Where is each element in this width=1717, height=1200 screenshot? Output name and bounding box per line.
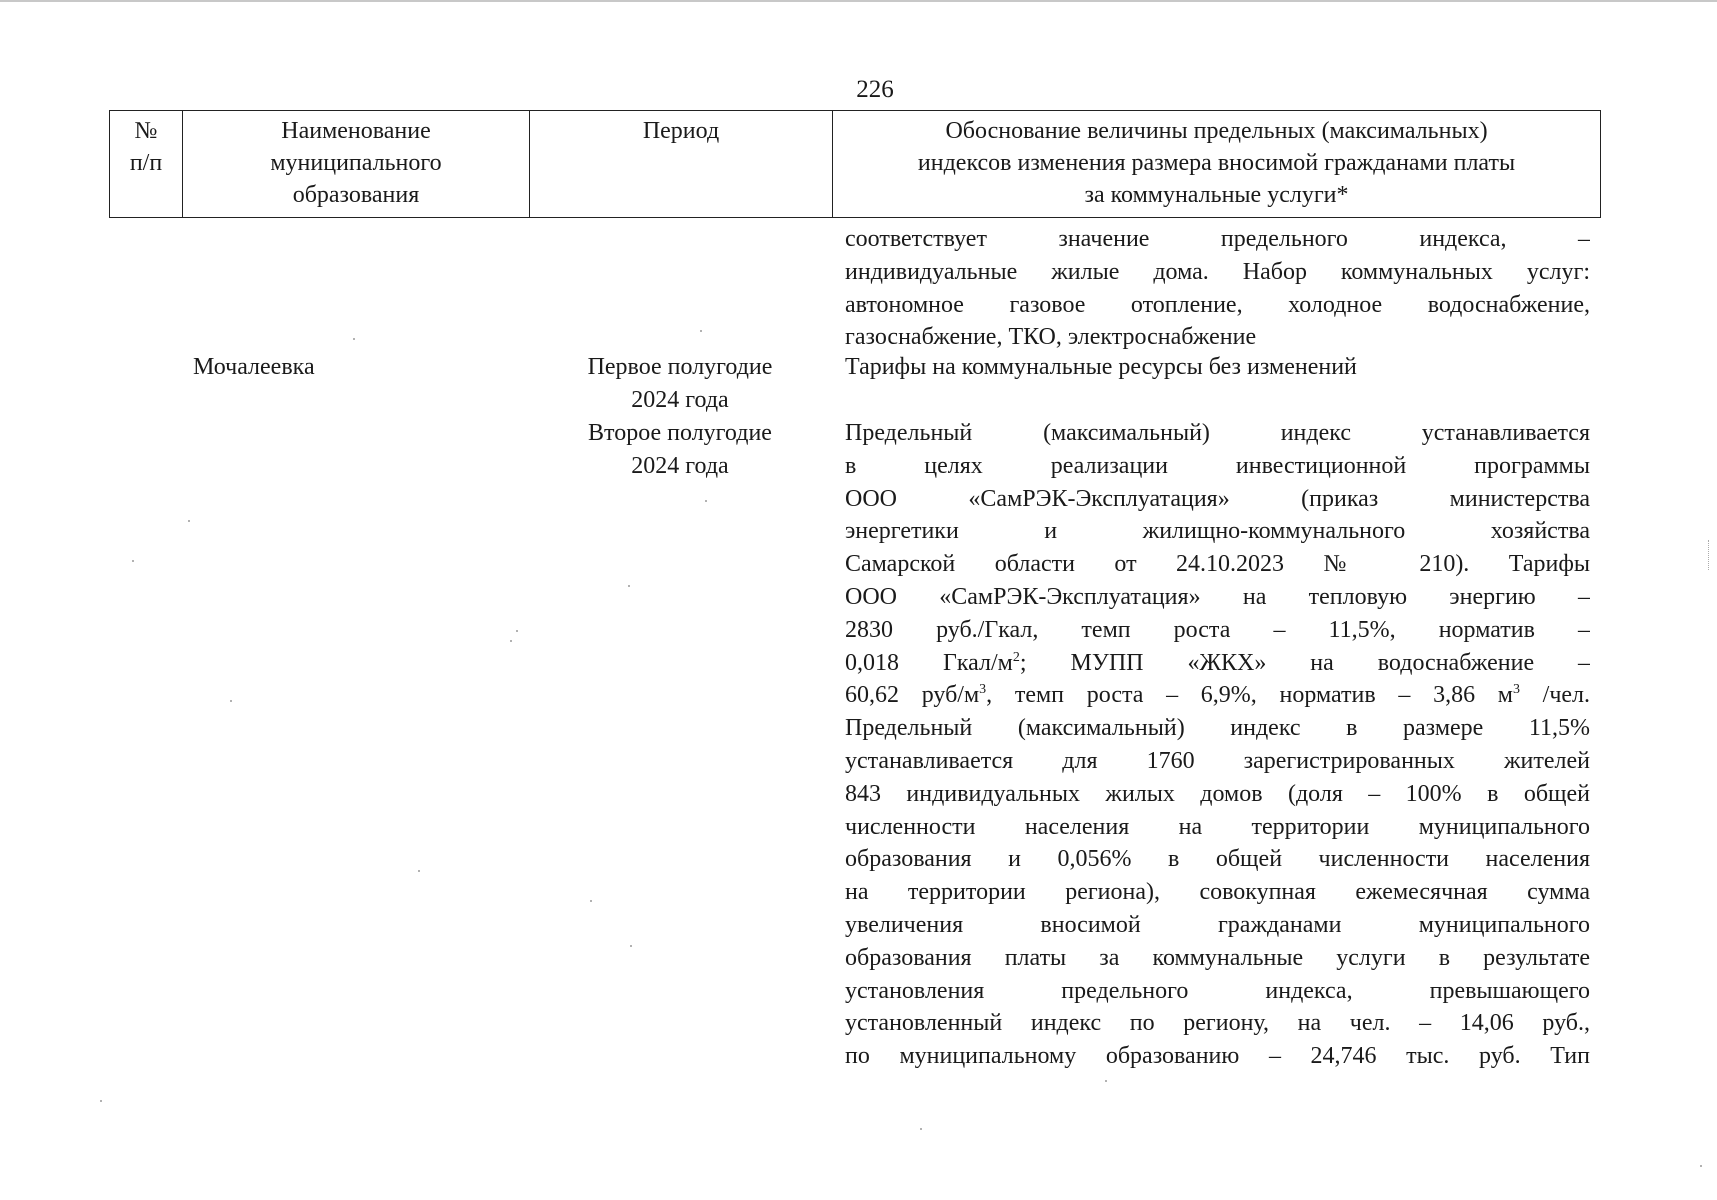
basis-line: по муниципальному образованию – 24,746 тыс. руб. Тип [845,1043,1590,1070]
scan-speck [132,560,134,562]
scan-speck [100,1100,102,1102]
scan-speck [700,330,702,332]
basis-line: установления предельного индекса, превышающего [845,977,1590,1004]
basis-line: образования платы за коммунальные услуги в результате [845,944,1590,971]
scan-edge-mark [1708,540,1715,570]
basis-line: 0,018 Гкал/$м^2$; МУПП «ЖКХ» на водоснабжение – [845,649,1590,676]
basis-line: в целях реализации инвестиционной программы [845,452,1590,479]
basis-line: устанавливается для 1760 зарегистрированных жителей [845,747,1590,774]
basis-line: 2830 руб./Гкал, темп роста – 11,5%, норматив – [845,616,1590,643]
basis-line: ООО «СамРЭК-Эксплуатация» (приказ министерства [845,485,1590,512]
basis-line: установленный индекс по региону, на чел. – 14,06 руб., [845,1010,1590,1037]
basis-line: 843 индивидуальных жилых домов (доля – 100% в общей [845,780,1590,807]
header-col-period: Период [530,111,833,217]
scan-speck [353,338,355,340]
continuation-line: индивидуальные жилые дома. Набор коммунальных услуг: [845,258,1590,285]
header-col-number: № п/п [110,111,183,217]
continuation-line: соответствует значение предельного индекса, – [845,226,1590,252]
basis-line: Предельный (максимальный) индекс устанавливается [845,420,1590,446]
header-col-municipality: Наименование муниципального образования [183,111,530,217]
basis-line: ООО «СамРЭК-Эксплуатация» на тепловую энергию – [845,583,1590,610]
scan-speck [590,900,592,902]
header-col-basis: Обоснование величины предельных (максимальных) индексов изменения размера вносимой гражданами платы за коммунальные услуги* [917,118,1516,208]
scan-speck [630,945,632,947]
basis-line: образования и 0,056% в общей численности населения [845,846,1590,873]
scan-speck [1700,1165,1702,1167]
basis-first-half-text: Тарифы на коммунальные ресурсы без изменений [845,354,1357,380]
basis-line: 60,62 руб/$м^3$, темп роста – 6,9%, норматив – 3,86 $м^3$ /чел. [845,682,1590,709]
page-number: 226 [856,76,894,103]
table-header [109,110,1601,218]
scan-speck [628,585,630,587]
scan-speck [705,500,707,502]
scan-speck [418,870,420,872]
continuation-line: автономное газовое отопление, холодное водоснабжение, [845,291,1590,318]
scan-top-edge [0,0,1717,2]
basis-first-half [845,351,1590,384]
municipality-name: Мочалеевка [193,354,315,380]
continuation-line: газоснабжение, ТКО, электроснабжение [845,324,1257,351]
basis-line: на территории региона), совокупная ежемесячная сумма [845,879,1590,906]
period-second-half: Второе полугодие 2024 года [588,420,772,479]
scan-speck [920,1128,922,1130]
basis-second-half [845,417,1590,1073]
basis-line: энергетики и жилищно-коммунального хозяйства [845,518,1590,545]
basis-line: Предельный (максимальный) индекс в размере 11,5% [845,715,1590,742]
basis-line: увеличения вносимой гражданами муниципального [845,911,1590,938]
scan-speck [510,640,512,642]
basis-line: Самарской области от 24.10.2023 № 210). Тарифы [845,551,1590,578]
scan-speck [188,520,190,522]
scan-speck [1105,1080,1107,1082]
period-first-half: Первое полугодие 2024 года [587,354,773,413]
continuation-text [845,223,1590,354]
basis-line: численности населения на территории муниципального [845,813,1590,840]
scan-speck [230,700,232,702]
scan-speck [516,630,518,632]
